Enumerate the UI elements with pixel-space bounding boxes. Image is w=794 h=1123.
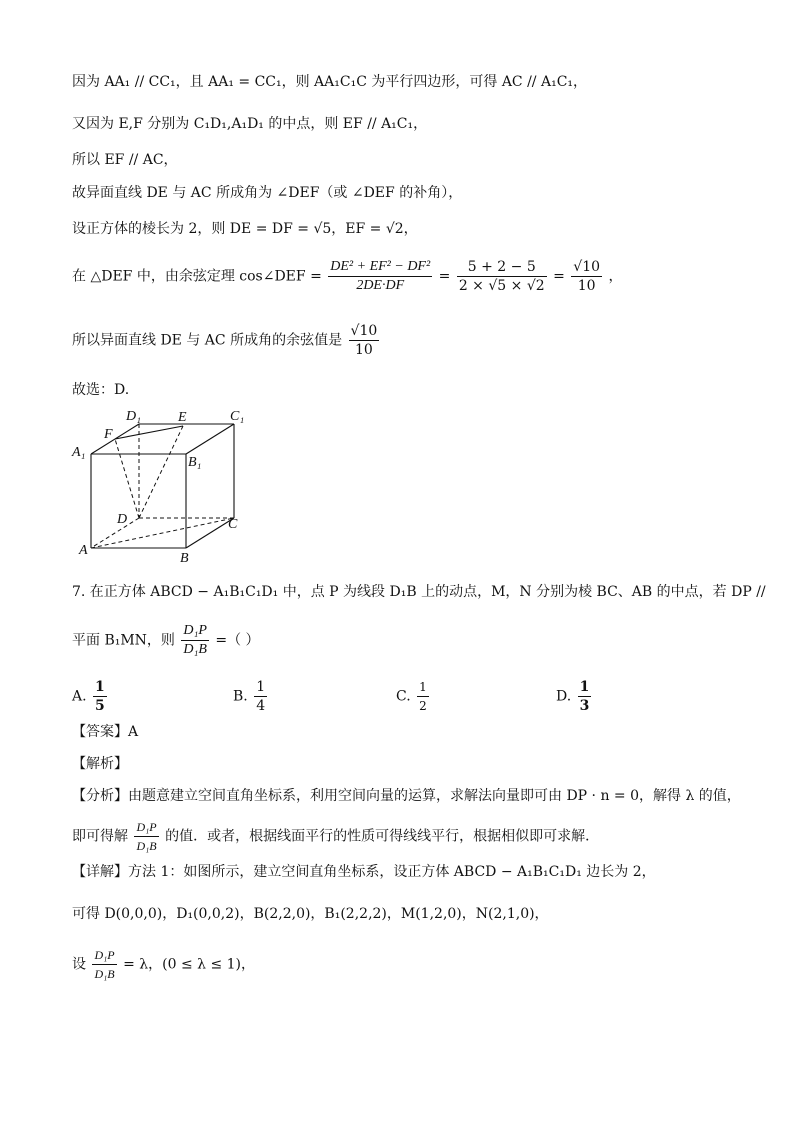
cosine-frac-3 — [571, 258, 602, 295]
analysis-title: 【解析】 — [72, 756, 128, 772]
label-b: B — [180, 551, 189, 566]
solution-line-1: 因为 AA₁ // CC₁，且 AA₁ = CC₁，则 AA₁C₁C 为平行四边形，可得 AC // A₁C₁， — [72, 74, 588, 90]
cosine-rule-line: 在 △DEF 中，由余弦定理 cos∠DEF = $\frac{\text{DE² + EF² − DF²}}{2DE\cdot DF}$ = $\frac{5 + 2 - 5}{2 \times √5 \times √2}$ = $\frac{√10}{10}$ ， — [72, 259, 623, 294]
answer-line: 【答案】A — [72, 724, 139, 740]
conclusion-value — [349, 322, 380, 359]
option-a-label: A. — [72, 688, 87, 705]
option-a-num: 1 — [95, 679, 105, 695]
question7-line1: 7. 在正方体 ABCD − A₁B₁C₁D₁ 中，点 P 为线段 D₁B 上的动点，M，N 分别为棱 BC、AB 的中点，若 DP // — [72, 584, 766, 600]
analysis-line2-prefix: 即可得解 — [72, 828, 128, 845]
label-a: A — [79, 543, 88, 558]
cosine-frac-1 — [328, 258, 432, 295]
cosine-rule-prefix: 在 △DEF 中，由余弦定理 cos∠DEF = — [72, 268, 322, 285]
option-c-value — [417, 678, 429, 715]
cosine-frac-1-den: 2DE·DF — [356, 278, 405, 293]
question7-ratio-den: D₁B — [183, 642, 207, 657]
label-d1: D₁ — [126, 409, 141, 424]
option-c-label: C. — [396, 688, 411, 705]
label-f: F — [104, 427, 113, 442]
conclusion-line — [72, 322, 381, 359]
analysis-ratio-num: D₁P — [134, 818, 158, 837]
analysis-line2 — [72, 818, 599, 855]
option-d-label: D. — [556, 688, 572, 705]
option-d[interactable] — [556, 678, 593, 715]
detail-line3-suffix: = λ，(0 ≤ λ ≤ 1)， — [123, 956, 256, 973]
detail-line2: 可得 D(0,0,0)，D₁(0,0,2)，B(2,2,0)，B₁(2,2,2)，M(1,2,0)，N(2,1,0)， — [72, 906, 549, 922]
cosine-frac-2-num: 5 + 2 − 5 — [457, 258, 547, 277]
option-b-label: B. — [233, 688, 248, 705]
option-d-num: 1 — [579, 679, 590, 695]
option-b-num: 1 — [256, 679, 266, 695]
analysis-line2-suffix: 的值．或者，根据线面平行的性质可得线线平行，根据相似即可求解． — [165, 828, 600, 845]
analysis-ratio-den: D₁B — [136, 839, 157, 853]
option-c[interactable] — [396, 678, 431, 715]
detail-line3-prefix: 设 — [72, 956, 86, 973]
detail-ratio-num: D₁P — [92, 946, 116, 965]
cosine-frac-1-num: DE² + EF² − DF² — [328, 258, 432, 277]
solution-line-2: 又因为 E,F 分别为 C₁D₁,A₁D₁ 的中点，则 EF // A₁C₁， — [72, 116, 428, 132]
label-b1: B₁ — [188, 455, 202, 470]
cube-figure — [70, 408, 260, 568]
edge-bc — [186, 518, 234, 548]
question7-line2-prefix: 平面 B₁MN，则 — [72, 632, 175, 649]
label-c: C — [228, 517, 238, 532]
question7-ratio-num: D₁P — [181, 622, 209, 641]
label-c1: C₁ — [230, 409, 245, 424]
label-d: D — [117, 512, 128, 527]
question7-line2-suffix: =（ ） — [215, 632, 260, 649]
edge-da-hidden — [91, 518, 139, 548]
analysis-ratio — [134, 818, 158, 855]
edge-b1c1 — [186, 424, 234, 454]
cosine-frac-3-num: √10 — [573, 259, 601, 275]
label-e: E — [178, 410, 187, 425]
segment-ac-hidden — [91, 518, 234, 548]
option-c-num: 1 — [417, 678, 429, 697]
option-a[interactable] — [72, 678, 109, 715]
detail-line3 — [72, 946, 255, 983]
option-b-value — [254, 678, 267, 715]
conclusion-text: 所以异面直线 DE 与 AC 所成角的余弦值是 — [72, 332, 343, 349]
detail-ratio-den: D₁B — [94, 967, 115, 981]
cosine-frac-2 — [457, 258, 547, 295]
detail-ratio — [92, 946, 116, 983]
segment-de-hidden — [139, 426, 183, 518]
option-a-den: 5 — [95, 698, 105, 714]
option-c-den: 2 — [419, 699, 427, 713]
option-d-den: 3 — [579, 698, 590, 714]
cosine-frac-2-den: 2 × √5 × √2 — [458, 278, 545, 294]
option-b-den: 4 — [256, 698, 266, 714]
conclusion-value-num: √10 — [350, 323, 378, 339]
segment-df-hidden — [115, 439, 139, 518]
question7-ratio — [181, 622, 209, 659]
analysis-line1: 【分析】由题意建立空间直角坐标系，利用空间向量的运算，求解法向量即可由 DP · n = 0，解得 λ 的值， — [72, 788, 741, 804]
solution-line-5: 设正方体的棱长为 2，则 DE = DF = √5，EF = √2， — [72, 221, 418, 237]
detail-line1: 【详解】方法 1：如图所示，建立空间直角坐标系，设正方体 ABCD − A₁B₁C₁D₁ 边长为 2， — [72, 864, 656, 880]
cosine-frac-3-den: 10 — [577, 278, 596, 294]
solution-line-3: 所以 EF // AC， — [72, 152, 178, 168]
choice-line: 故选：D. — [72, 382, 130, 398]
option-b[interactable] — [233, 678, 269, 715]
label-a1: A₁ — [72, 445, 86, 460]
question7-line2 — [72, 622, 260, 659]
conclusion-value-den: 10 — [354, 342, 373, 358]
solution-line-4: 故异面直线 DE 与 AC 所成角为 ∠DEF（或 ∠DEF 的补角）， — [72, 185, 463, 201]
option-d-value — [578, 678, 592, 715]
option-a-value — [93, 678, 107, 715]
